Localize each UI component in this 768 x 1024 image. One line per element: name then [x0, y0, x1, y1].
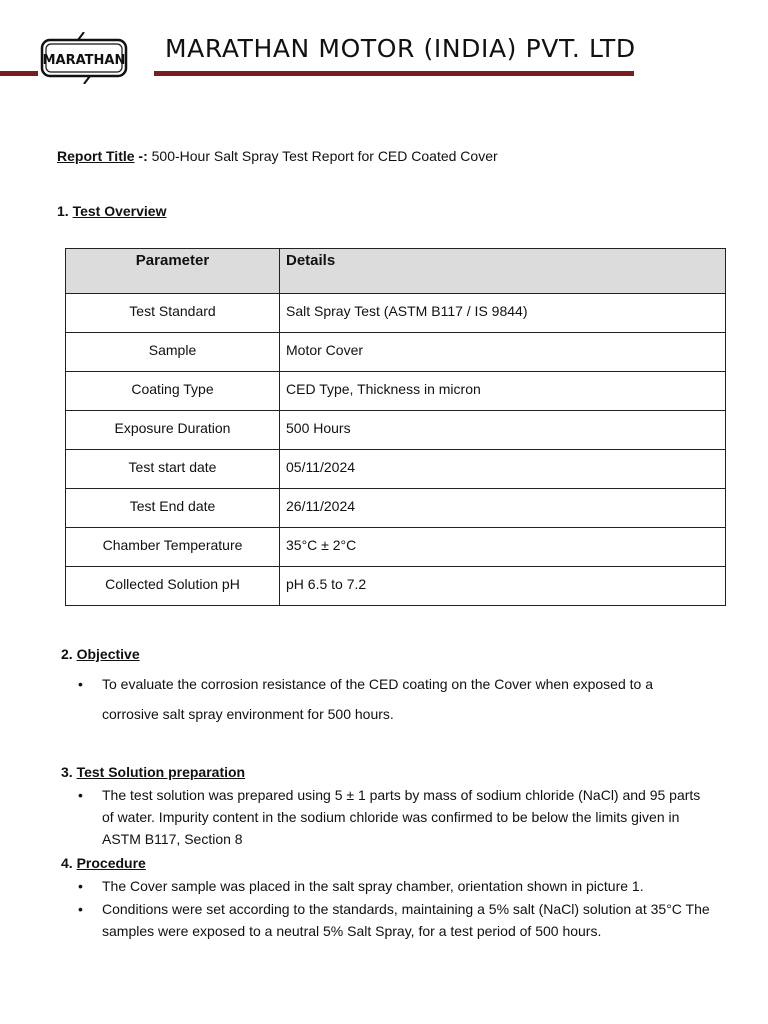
table-cell: Coating Type: [66, 372, 280, 411]
company-logo: [40, 32, 128, 84]
bullet-icon: •: [78, 878, 83, 894]
table-cell: 500 Hours: [280, 411, 726, 450]
table-cell: pH 6.5 to 7.2: [280, 567, 726, 606]
section-3-heading: 3. Test Solution preparation: [61, 764, 246, 780]
bullet-icon: •: [78, 676, 83, 692]
report-title-value: 500-Hour Salt Spray Test Report for CED Coated Cover: [151, 148, 498, 164]
procedure-line-1: The Cover sample was placed in the salt spray chamber, orientation shown in picture 1.: [102, 878, 644, 894]
table-row: [66, 411, 726, 450]
table-row: [66, 333, 726, 372]
table-row: [66, 372, 726, 411]
report-title-line: [57, 145, 498, 167]
table-row: [66, 294, 726, 333]
table-row: [66, 567, 726, 606]
table-cell: Salt Spray Test (ASTM B117 / IS 9844): [280, 294, 726, 333]
table-cell: CED Type, Thickness in micron: [280, 372, 726, 411]
table-cell: Sample: [66, 333, 280, 372]
section-2-heading: 2. Objective: [61, 646, 140, 662]
table-cell: Test Standard: [66, 294, 280, 333]
table-header-cell: Details: [280, 249, 726, 294]
table-row: [66, 450, 726, 489]
bullet-icon: •: [78, 787, 83, 803]
logo-text: MARATHAN: [42, 53, 126, 68]
solution-line-1: The test solution was prepared using 5 ± 1 parts by mass of sodium chloride (NaCl) and 95 parts: [102, 787, 701, 803]
table-cell: Test End date: [66, 489, 280, 528]
header-rule-left: [0, 71, 38, 76]
table-header-row: [66, 249, 726, 294]
bullet-icon: •: [78, 901, 83, 917]
table-cell: Chamber Temperature: [66, 528, 280, 567]
table-cell: 26/11/2024: [280, 489, 726, 528]
report-title-label: Report Title: [57, 148, 135, 164]
table-cell: Exposure Duration: [66, 411, 280, 450]
table-cell: Motor Cover: [280, 333, 726, 372]
table-cell: Test start date: [66, 450, 280, 489]
objective-line-2: corrosive salt spray environment for 500 hours.: [102, 706, 394, 722]
table-cell: 35°C ± 2°C: [280, 528, 726, 567]
solution-line-3: ASTM B117, Section 8: [102, 831, 243, 847]
section-4-heading: 4. Procedure: [61, 855, 146, 871]
company-name: MARATHAN MOTOR (INDIA) PVT. LTD: [165, 34, 636, 63]
table-row: [66, 489, 726, 528]
table-cell: Collected Solution pH: [66, 567, 280, 606]
table-cell: 05/11/2024: [280, 450, 726, 489]
table-row: [66, 528, 726, 567]
procedure-line-3: samples were exposed to a neutral 5% Salt Spray, for a test period of 500 hours.: [102, 923, 602, 939]
procedure-line-2: Conditions were set according to the standards, maintaining a 5% salt (NaCl) solution at 35°C The: [102, 901, 710, 917]
section-1-heading: 1. Test Overview: [57, 203, 167, 219]
objective-line-1: To evaluate the corrosion resistance of the CED coating on the Cover when exposed to a: [102, 676, 653, 692]
test-overview-table: [65, 248, 726, 606]
header-rule-right: [154, 71, 634, 76]
table-header-cell: Parameter: [66, 249, 280, 294]
solution-line-2: of water. Impurity content in the sodium chloride was confirmed to be below the limits given in: [102, 809, 680, 825]
report-title-sep: -:: [134, 148, 152, 164]
